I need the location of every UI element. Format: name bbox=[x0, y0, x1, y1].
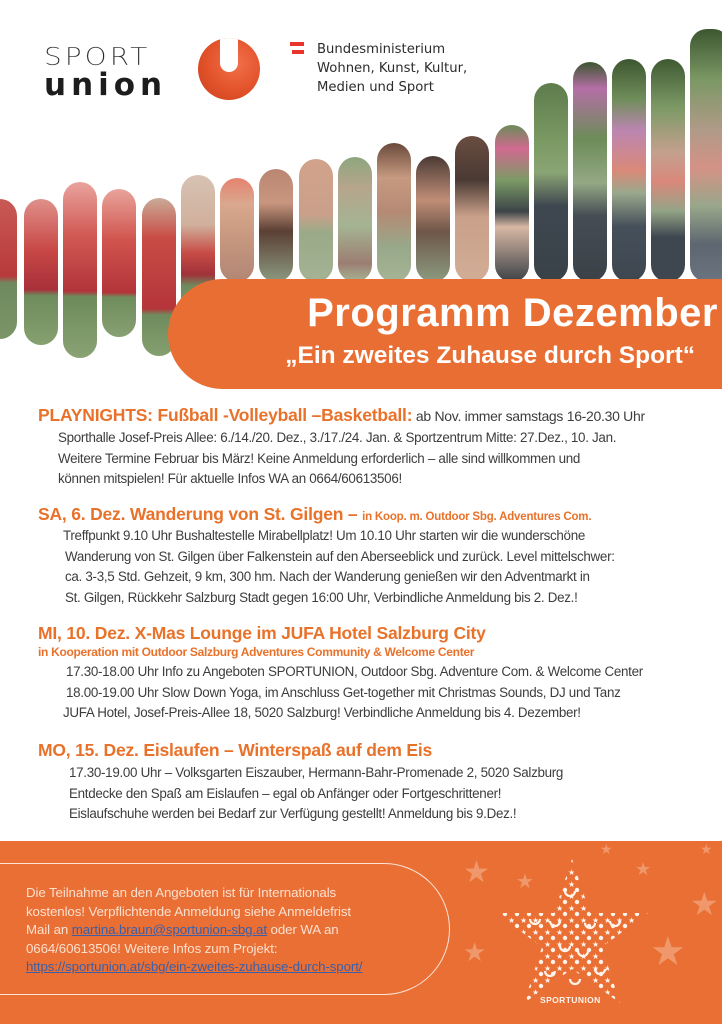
ministry-line: Bundesministerium bbox=[317, 42, 446, 57]
event-line: 18.00-19.00 Uhr Slow Down Yoga, im Anschluss Get-together mit Christmas Sounds, DJ und Tanz bbox=[66, 684, 621, 700]
page-title: Programm Dezember bbox=[307, 291, 718, 335]
ministry-line: Medien und Sport bbox=[317, 80, 434, 95]
event-line: können mitspielen! Für aktuelle Infos WA an 0664/60613506! bbox=[58, 471, 402, 486]
event-title: SA, 6. Dez. Wanderung von St. Gilgen – bbox=[38, 504, 363, 524]
project-url-link[interactable]: https://sportunion.at/sbg/ein-zweites-zuhause-durch-sport/ bbox=[26, 959, 363, 974]
event-line: Eislaufschuhe werden bei Bedarf zur Verfügung gestellt! Anmeldung bis 9.Dez.! bbox=[69, 806, 517, 821]
event-line: 17.30-19.00 Uhr – Volksgarten Eiszauber, Hermann-Bahr-Promenade 2, 5020 Salzburg bbox=[69, 765, 564, 780]
event-heading bbox=[38, 405, 722, 426]
event-playnights bbox=[38, 405, 722, 490]
footer-text: oder WA an bbox=[266, 922, 339, 937]
star-icon: ★ bbox=[516, 871, 534, 893]
event-heading: MI, 10. Dez. X-Mas Lounge im JUFA Hotel Salzburg City bbox=[38, 623, 486, 643]
event-line: Sporthalle Josef-Preis Allee: 6./14./20. Dez., 3./17./24. Jan. & Sportzentrum Mitte: 27.Dez., 10. Jan. bbox=[58, 430, 617, 445]
event-description bbox=[38, 526, 722, 608]
hero-stripe bbox=[0, 199, 17, 339]
footer bbox=[0, 841, 722, 1024]
footer-line bbox=[26, 921, 362, 940]
footer-info bbox=[26, 884, 362, 977]
page-subtitle: „Ein zweites Zuhause durch Sport“ bbox=[285, 342, 695, 369]
hero-stripe bbox=[338, 157, 372, 282]
hero-stripe bbox=[495, 125, 529, 282]
footer-line bbox=[26, 958, 362, 977]
footer-line: 0664/60613506! Weitere Infos zum Projekt: bbox=[26, 940, 278, 956]
event-heading: MO, 15. Dez. Eislaufen – Winterspaß auf dem Eis bbox=[38, 740, 433, 760]
event-line: St. Gilgen, Rückkehr Salzburg Stadt gegen 16:00 Uhr, Verbindliche Anmeldung bis 2. Dez.! bbox=[65, 589, 578, 605]
footer-line: kostenlos! Verpflichtende Anmeldung siehe Anmeldefrist bbox=[26, 903, 352, 919]
event-heading bbox=[38, 504, 722, 525]
footer-line: Die Teilnahme an den Angeboten ist für Internationals bbox=[26, 885, 337, 900]
hero-stripe bbox=[259, 169, 293, 282]
hero-stripe bbox=[690, 29, 722, 282]
event-line: Wanderung von St. Gilgen über Falkenstein auf den Aberseeblick und zurück. Level mittelschwer: bbox=[65, 548, 615, 564]
hero-stripe bbox=[377, 143, 411, 282]
ministry-line: Wohnen, Kunst, Kultur, bbox=[317, 61, 468, 76]
star-icon: ★ bbox=[600, 841, 613, 857]
email-link[interactable]: martina.braun@sportunion-sbg.at bbox=[71, 922, 267, 937]
event-line: ca. 3-3,5 Std. Gehzeit, 9 km, 300 hm. Nach der Wanderung genießen wir den Adventmarkt in bbox=[65, 569, 590, 584]
event-cooperation: in Kooperation mit Outdoor Salzburg Adventures Community & Welcome Center bbox=[38, 645, 475, 659]
event-description bbox=[38, 662, 722, 724]
hero-stripe bbox=[63, 182, 97, 358]
event-cooperation: in Koop. m. Outdoor Sbg. Adventures Com. bbox=[362, 511, 592, 523]
event-schedule: ab Nov. immer samstags 16-20.30 Uhr bbox=[412, 408, 645, 424]
event-eislaufen bbox=[38, 740, 722, 825]
austria-flag-icon bbox=[290, 42, 306, 54]
event-line: Entdecke den Spaß am Eislaufen – egal ob Anfänger oder Fortgeschrittener! bbox=[69, 785, 502, 801]
hero-stripe bbox=[102, 189, 136, 337]
hero-stripe bbox=[612, 59, 646, 282]
event-line: 17.30-18.00 Uhr Info zu Angeboten SPORTUNION, Outdoor Sbg. Adventure Com. & Welcome Center bbox=[66, 664, 643, 679]
star-icon: ★ bbox=[690, 886, 719, 922]
sportunion-u-ball-icon bbox=[198, 38, 260, 100]
star-icon: ★ bbox=[463, 856, 490, 889]
event-title: PLAYNIGHTS: Fußball -Volleyball –Basketball: bbox=[38, 405, 413, 425]
event-line: Treffpunkt 9.10 Uhr Bushaltestelle Mirabellplatz! Um 10.10 Uhr starten wir die wunderschöne bbox=[63, 528, 585, 543]
event-description bbox=[38, 428, 722, 490]
title-banner bbox=[168, 279, 722, 389]
event-xmas-lounge bbox=[38, 623, 722, 724]
hero-stripe bbox=[534, 83, 568, 282]
event-description bbox=[38, 763, 722, 825]
event-line: Weitere Termine Februar bis März! Keine Anmeldung erforderlich – alle sind willkommen und bbox=[58, 450, 581, 466]
ministry-name bbox=[317, 40, 547, 97]
hero-stripe bbox=[299, 159, 333, 282]
hero-stripe bbox=[651, 59, 685, 282]
event-line: JUFA Hotel, Josef-Preis-Allee 18, 5020 Salzburg! Verbindliche Anmeldung bis 4. Dezember! bbox=[63, 705, 581, 720]
logo-sport-text: SPORT bbox=[44, 42, 151, 72]
event-wanderung bbox=[38, 504, 722, 608]
star-icon: ★ bbox=[650, 930, 686, 974]
hero-stripe bbox=[416, 156, 450, 282]
hero-stripe bbox=[220, 178, 254, 282]
logo-union-text: union bbox=[44, 67, 168, 103]
hero-stripe bbox=[455, 136, 489, 282]
star-icon: ★ bbox=[635, 859, 652, 879]
hero-stripe bbox=[573, 62, 607, 282]
star-label: SPORTUNION bbox=[540, 995, 601, 1005]
footer-text: Mail an bbox=[26, 922, 72, 937]
hero-stripe bbox=[24, 199, 58, 345]
star-icon: ★ bbox=[700, 841, 713, 857]
sportunion-logo bbox=[44, 38, 264, 104]
star-icon: ★ bbox=[463, 937, 487, 967]
